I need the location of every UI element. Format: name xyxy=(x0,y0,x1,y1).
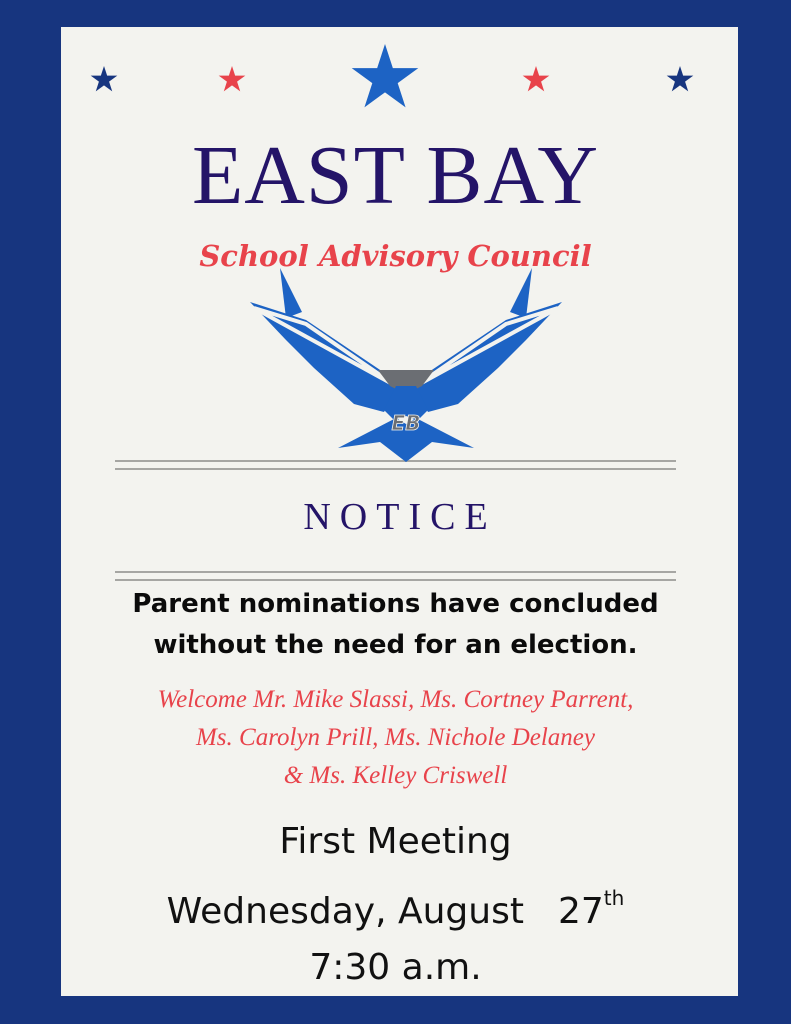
welcome-members xyxy=(0,681,791,795)
welcome-line: Ms. Carolyn Prill, Ms. Nichole Delaney xyxy=(195,724,595,751)
divider xyxy=(115,468,676,470)
page-title: EAST BAY xyxy=(191,129,600,222)
star-icon xyxy=(522,66,550,94)
announcement-line: Parent nominations have concluded xyxy=(132,589,659,619)
divider xyxy=(115,579,676,581)
meeting-time: 7:30 a.m. xyxy=(309,947,482,988)
notice-heading: NOTICE xyxy=(303,496,497,538)
emblem-monogram: EB xyxy=(391,411,421,435)
meeting-date-number: 27 xyxy=(557,891,604,932)
star-icon xyxy=(218,66,246,94)
meeting-date-suffix: th xyxy=(603,886,625,910)
meeting-label: First Meeting xyxy=(279,821,512,862)
star-icon xyxy=(350,44,420,114)
welcome-line: Welcome Mr. Mike Slassi, Ms. Cortney Parrent, xyxy=(157,686,634,713)
subtitle: School Advisory Council xyxy=(199,239,592,273)
meeting-date xyxy=(0,870,791,940)
welcome-line: & Ms. Kelley Criswell xyxy=(283,762,508,789)
divider xyxy=(115,571,676,573)
announcement-line: without the need for an election. xyxy=(153,630,638,660)
eagle-wings-emblem-icon xyxy=(246,262,566,462)
announcement-text xyxy=(0,584,791,666)
meeting-day: Wednesday, August xyxy=(166,891,524,932)
star-icon xyxy=(90,66,118,94)
meeting-info xyxy=(0,814,791,996)
star-icon xyxy=(666,66,694,94)
